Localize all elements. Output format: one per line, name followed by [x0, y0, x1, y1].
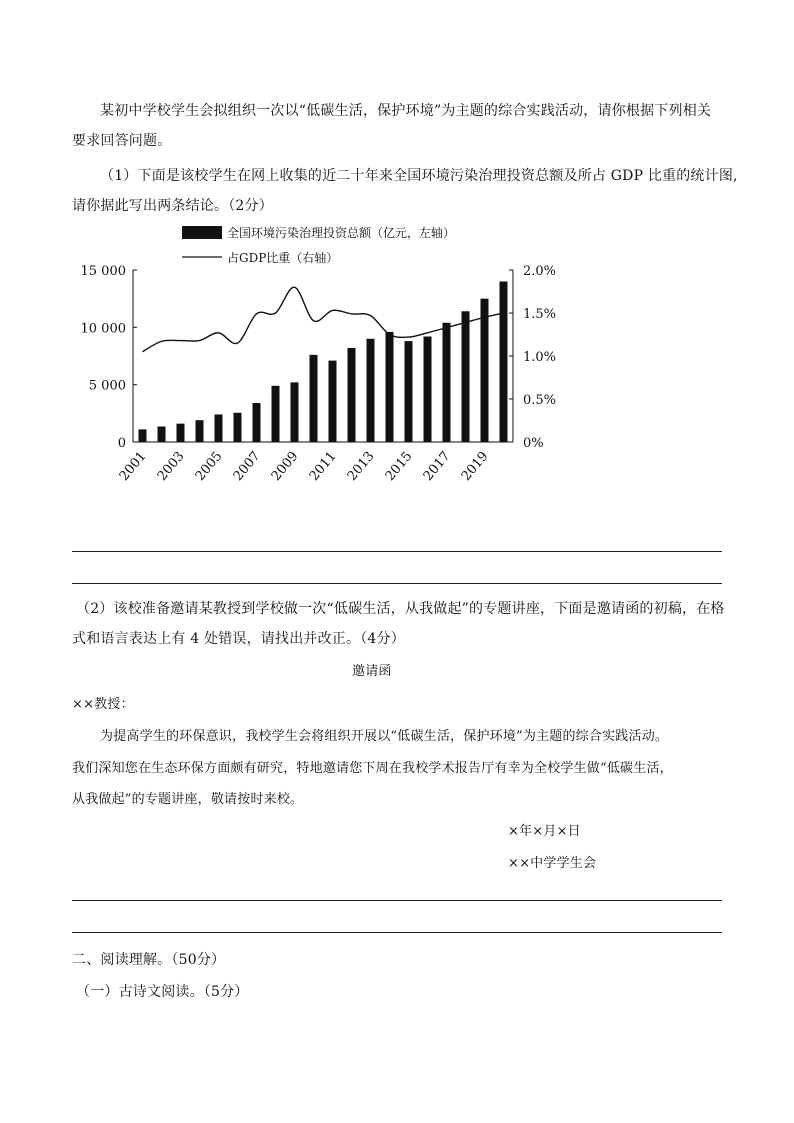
letter-salutation: ××教授：: [72, 697, 134, 712]
q1-line-1: （1）下面是该校学生在网上收集的近二十年来全国环境污染治理投资总额及所占 GDP 比重的统计图,: [100, 168, 738, 184]
investment-chart: [0, 220, 794, 520]
left-tick-label: 10 000: [80, 321, 126, 337]
investment-bar: [424, 337, 432, 442]
section-heading: 二、阅读理解。（50分）: [72, 952, 226, 968]
answer-line-1[interactable]: [72, 551, 722, 552]
investment-bar: [272, 386, 280, 442]
left-tick-label: 0: [117, 436, 126, 451]
left-tick-label: 15 000: [80, 264, 126, 279]
investment-bar: [234, 413, 242, 442]
investment-bar: [348, 348, 356, 442]
investment-bar: [215, 414, 223, 442]
intro-line-1: 某初中学校学生会拟组织一次以“低碳生活，保护环境”为主题的综合实践活动，请你根据下列相关: [100, 103, 712, 119]
legend-bar-swatch: [182, 226, 222, 239]
investment-bar: [481, 299, 489, 442]
answer-line-4[interactable]: [72, 932, 722, 933]
q2-line-1: （2）该校准备邀请某教授到学校做一次“低碳生活，从我做起”的专题讲座，下面是邀请函的初稿，在格: [76, 601, 725, 617]
investment-bar: [196, 420, 204, 442]
investment-bar: [367, 339, 375, 442]
investment-bar: [253, 403, 261, 442]
x-tick-label: 2015: [382, 448, 416, 484]
investment-bar: [177, 424, 185, 442]
letter-signature: ××中学学生会: [508, 856, 597, 871]
intro-line-2: 要求回答问题。: [72, 133, 172, 149]
letter-date: ×年×月×日: [508, 824, 581, 839]
right-tick-label: 0.5%: [523, 393, 557, 408]
x-tick-label: 2007: [230, 448, 264, 484]
investment-bar: [443, 323, 451, 442]
investment-bar: [310, 355, 318, 442]
chart-legend: [182, 225, 455, 265]
investment-bar: [139, 429, 147, 442]
answer-line-2[interactable]: [72, 583, 722, 584]
x-tick-label: 2005: [192, 448, 226, 484]
left-tick-label: 5 000: [88, 378, 126, 394]
right-tick-label: 2.0%: [523, 264, 557, 279]
investment-bar: [500, 281, 508, 442]
x-tick-label: 2013: [344, 448, 378, 484]
x-tick-label: 2009: [268, 448, 302, 484]
right-tick-label: 0%: [523, 436, 544, 451]
x-tick-label: 2017: [420, 448, 454, 484]
q2-line-2: 式和语言表达上有 4 处错误，请找出并改正。（4分）: [72, 631, 405, 647]
investment-bar: [329, 361, 337, 442]
x-tick-label: 2019: [458, 448, 492, 484]
q1-line-2: 请你据此写出两条结论。（2分）: [72, 198, 273, 214]
investment-bar: [291, 382, 299, 442]
legend-bar-label: 全国环境污染治理投资总额（亿元，左轴）: [227, 226, 456, 240]
right-tick-label: 1.0%: [523, 350, 557, 365]
letter-body-line-3: 从我做起”的专题讲座，敬请按时来校。: [72, 792, 304, 807]
x-tick-label: 2001: [116, 448, 150, 484]
subsection-heading: （一）古诗文阅读。（5分）: [76, 984, 249, 1000]
investment-bar: [405, 341, 413, 442]
x-tick-label: 2011: [306, 448, 340, 484]
answer-line-3[interactable]: [72, 900, 722, 901]
letter-body-line-1: 为提高学生的环保意识，我校学生会将组织开展以“低碳生活，保护环境”为主题的综合实践活动。: [100, 729, 669, 744]
legend-line-label: 占GDP比重（右轴）: [227, 251, 339, 265]
letter-body-line-2: 我们深知您在生态环保方面颇有研究，特地邀请您下周在我校学术报告厅有幸为全校学生做“低碳生活，: [72, 761, 673, 776]
letter-title: 邀请函: [352, 664, 392, 679]
investment-bar: [386, 332, 394, 442]
x-tick-label: 2003: [154, 448, 188, 484]
investment-bar: [462, 311, 470, 442]
right-tick-label: 1.5%: [523, 307, 557, 322]
investment-bar: [158, 427, 166, 442]
